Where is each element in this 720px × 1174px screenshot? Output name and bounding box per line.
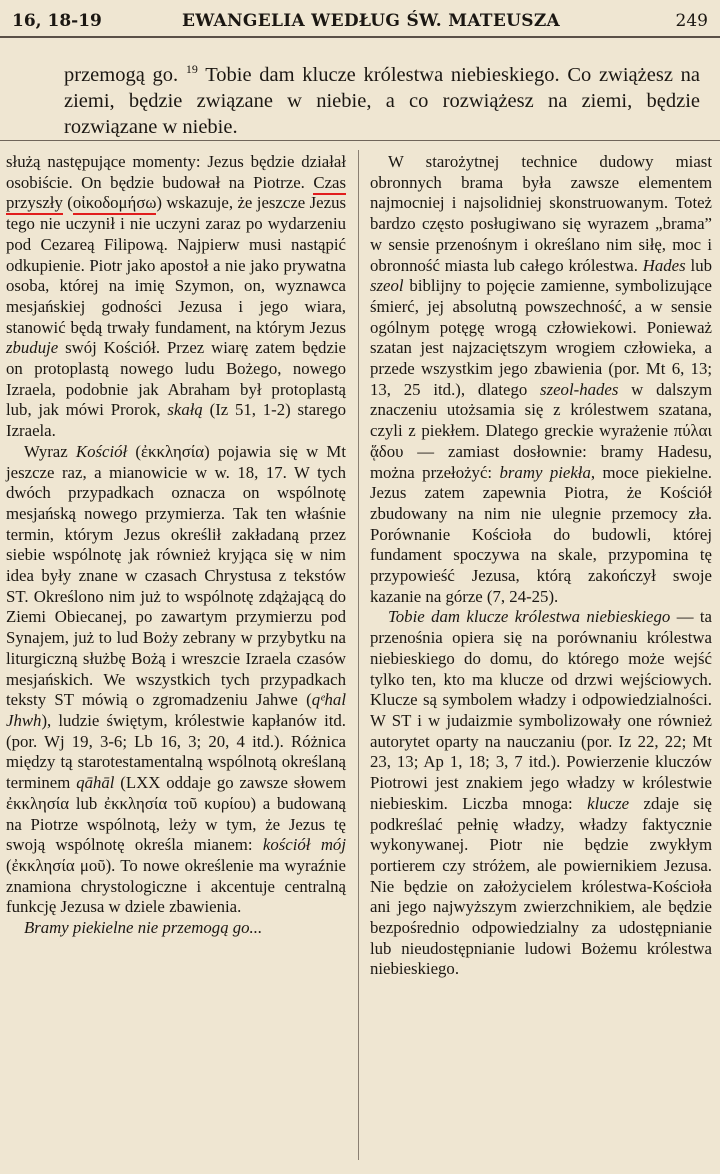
scripture-start: przemogą go. [64, 63, 186, 86]
header-rule [0, 36, 720, 38]
italic-term: qᵉhal Jhwh [6, 690, 346, 730]
text-run: zdaje się podkreślać pełnię władzy, władzy faktycznie wykonywanej. Piotr nie będzie zwykłym portierem czy stróżem, ale powiernikiem Jezusa. Nie będzie on założycielem królestwa-Kościoła ani jego najwyższym zwierzchnikiem, ale będzie bezpośrednio odpowiedzialny za udostępnianie lub nieudostępnianie ludowi Bożemu królestwa niebieskiego. [370, 793, 712, 979]
page-number: 249 [675, 11, 708, 31]
red-underlined-phrase: Czas przyszły [6, 173, 346, 216]
text-run: , moce piekielne. Jezus zatem zapewnia Piotra, że Kościół zbudowany na nim nie ulegnie przemocy zła. Porównanie Kościoła do budowli, której fundament spoczywa na skale, przypomina tę przypowieść Jezusa, którą zakończył swoje kazanie na górze (7, 24-25). [370, 462, 712, 606]
italic-term: qāhāl [76, 773, 115, 793]
italic-term: szeol [370, 276, 404, 296]
text-run: ) wskazuje, że jeszcze Jezus tego nie uczynił i nie uczyni zaraz po wydarzeniu pod Cezareą Filipową. Najpierw musi nastąpić odkupienie. Piotr jako apostoł a nie jako prywatna osoba, której na imię Szymon, on, wyznawca mesjańskiej godności Jezusa i jego wiara, stanowić będą trwały fundament, na którym Jezus [6, 193, 346, 337]
text-run: w dalszym znaczeniu utożsamia się z królestwem szatana, czyli z piekłem. Dlatego greckie wyrażenie πύλαι ᾅδου — zamiast dosłownie: bramy Hadesu, można przełożyć: [370, 379, 712, 482]
text-run: (Iz 51, 1-2) starego Izraela. [6, 400, 346, 441]
text-run: W starożytnej technice dudowy miast obronnych brama była zawsze elementem najmocniej i najsolidniej skonstruowanym. Toteż bardzo często posługiwano się wyrazem „brama” w sensie przenośnym i określano nim siłę, moc i obronność miasta lub całego królestwa. [370, 152, 712, 275]
italic-lemma: Tobie dam klucze królestwa niebieskiego [388, 607, 671, 627]
italic-term: bramy piekła [499, 462, 591, 482]
scripture-text-block [64, 56, 700, 140]
commentary-left-column [6, 152, 346, 939]
text-run: służą następujące momenty: Jezus będzie działał osobiście. On będzie budował na Piotrze. [6, 152, 346, 192]
text-run: ), ludzie świętym, królestwie kapłanów itd. (por. Wj 19, 3-6; Lb 16, 3; 20, 4 itd.). Różnica między tą starotestamentalną wspólnotą określaną terminem [6, 710, 346, 793]
commentary-right-column [370, 152, 712, 980]
italic-term: skałą [167, 400, 203, 420]
commentary-paragraph-5 [370, 607, 712, 980]
verse-number: 19 [185, 62, 198, 76]
commentary-paragraph-1 [6, 152, 346, 442]
italic-term: kościół mój [262, 835, 346, 855]
running-header [6, 8, 712, 34]
italic-term: Hades [642, 255, 686, 275]
commentary-paragraph-4 [370, 152, 712, 607]
text-run: (ἐκκλησία) pojawia się w Mt jeszcze raz, a mianowicie w w. 18, 17. W tych dwóch przypadkach oznacza on wspólnotę mesjańską nowego przymierza. Tak ten właśnie termin, którym Jezus określił zakładaną przez siebie wspólnotę jak również kryjąca się w nim idea były znane w czasach Chrystusa z tekstów ST. Określono nim już to wspólnotę zdążającą do Ziemi Obiecanej, po zawartym przymierzu pod Synajem, już to lud Boży zebrany w przybytku na liturgiczną służbę Bożą i wreszcie Izraela czasów mesjańskich. We wszystkich tych przypadkach teksty ST mówią o zgromadzeniu Jahwe ( [6, 441, 346, 710]
text-run: (LXX oddaje go zawsze słowem ἐκκλησία lub ἐκκλησία τοῦ κυρίου) a budowaną na Piotrze wspólnotą, leży w tym, że Jezus tę swoją wspólnotę określa mianem: [6, 773, 346, 855]
italic-term: zbuduje [6, 338, 59, 358]
scripture-rest: Tobie dam klucze królestwa niebieskiego. Co zwiążesz na ziemi, będzie związane w niebie, a co rozwiążesz na ziemi, będzie rozwiązane w niebie. [64, 63, 700, 138]
italic-lemma: Bramy piekielne nie przemogą go... [24, 918, 263, 938]
italic-term: Kościół [75, 441, 128, 461]
text-run: biblijny to pojęcie zamienne, symbolizujące śmierć, jej absolutną powszechność, a w sensie ogólnym potęgę wrogą człowiekowi. Ponieważ szatan jest najzaciętszym wrogiem człowieka, a przede wszystkim jego zbawienia (por. Mt 6, 13; 13, 25 itd.), dlatego [370, 276, 712, 399]
text-run: swój Kościół. Przez wiarę zatem będzie on protoplastą nowego ludu Bożego, nowego Izraela, podobnie jak Abraham był protoplastą lub, jak mówi Prorok, [6, 338, 346, 420]
column-divider [358, 150, 359, 1160]
chapter-verse-reference: 16, 18-19 [12, 11, 102, 31]
italic-term: klucze [587, 793, 630, 813]
text-run: ( [62, 193, 73, 213]
italic-term: szeol-hades [540, 379, 619, 399]
scripture-paragraph [64, 56, 700, 140]
text-run: lub [685, 255, 712, 275]
book-title: EWANGELIA WEDŁUG ŚW. MATEUSZA [182, 11, 561, 31]
red-underlined-greek-word: οἰκοδομήσω [73, 193, 157, 215]
commentary-paragraph-3 [6, 918, 346, 939]
text-run: (ἐκκλησία μοῦ). To nowe określenie ma wyraźnie znamiona chrystologiczne i akcentuje centralną funkcję Jezusa w dziele zbawienia. [6, 855, 346, 917]
commentary-paragraph-2 [6, 442, 346, 918]
text-run: — ta przenośnia opiera się na porównaniu królestwa niebieskiego do domu, do którego może wejść tylko ten, kto ma klucze od drzwi wejściowych. Klucze są symbolem władzy i odpowiedzialności. W ST i w judaizmie symbolizowały one również autorytet oparty na nauczaniu (por. Iz 22, 22; Mt 23, 13; Ap 1, 18; 3, 7 itd.). Powierzenie kluczów Piotrowi jest znakiem jego władzy w królestwie niebieskim. Liczba mnoga: [370, 607, 712, 813]
text-run: Wyraz [24, 441, 76, 461]
section-divider [0, 140, 720, 141]
